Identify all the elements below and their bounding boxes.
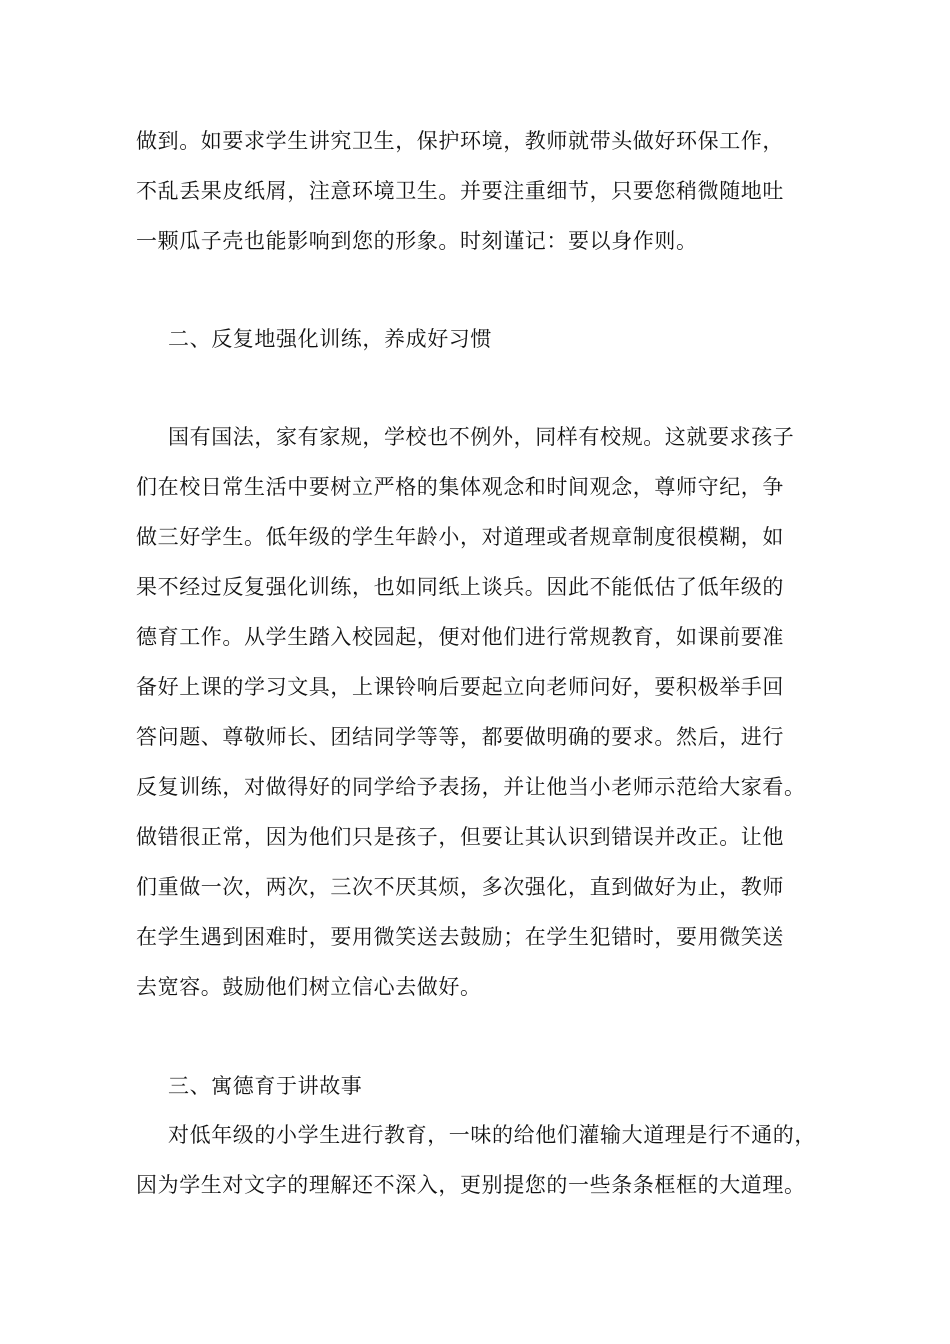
paragraph-2-line-5: 德育工作。从学生踏入校园起，便对他们进行常规教育，如课前要准 [136,625,784,649]
paragraph-2-line-11: 在学生遇到困难时，要用微笑送去鼓励；在学生犯错时，要用微笑送 [136,925,784,949]
section-heading-2: 二、反复地强化训练，养成好习惯 [168,327,492,351]
paragraph-2-line-6: 备好上课的学习文具，上课铃响后要起立向老师问好，要积极举手回 [136,675,784,699]
paragraph-2-line-3: 做三好学生。低年级的学生年龄小，对道理或者规章制度很模糊，如 [136,525,784,549]
paragraph-2-line-4: 果不经过反复强化训练，也如同纸上谈兵。因此不能低估了低年级的 [136,575,784,599]
paragraph-2-line-12: 去宽容。鼓励他们树立信心去做好。 [136,975,482,999]
paragraph-2-line-7: 答问题、尊敬师长、团结同学等等，都要做明确的要求。然后，进行 [136,725,784,749]
paragraph-2-line-10: 们重做一次，两次，三次不厌其烦，多次强化，直到做好为止，教师 [136,875,784,899]
paragraph-1-line-2: 不乱丢果皮纸屑，注意环境卫生。并要注重细节，只要您稍微随地吐 [136,179,784,203]
paragraph-3-line-2: 因为学生对文字的理解还不深入，更别提您的一些条条框框的大道理。 [136,1173,806,1197]
paragraph-2-line-8: 反复训练，对做得好的同学给予表扬，并让他当小老师示范给大家看。 [136,775,806,799]
paragraph-3-line-1: 对低年级的小学生进行教育，一味的给他们灌输大道理是行不通的， [168,1123,816,1147]
paragraph-1-line-1: 做到。如要求学生讲究卫生，保护环境，教师就带头做好环保工作， [136,129,784,153]
section-heading-3: 三、寓德育于讲故事 [168,1074,363,1098]
paragraph-2-line-9: 做错很正常，因为他们只是孩子，但要让其认识到错误并改正。让他 [136,825,784,849]
paragraph-2-line-1: 国有国法，家有家规，学校也不例外，同样有校规。这就要求孩子 [168,425,795,449]
paragraph-2-line-2: 们在校日常生活中要树立严格的集体观念和时间观念，尊师守纪，争 [136,475,784,499]
paragraph-1-line-3: 一颗瓜子壳也能影响到您的形象。时刻谨记：要以身作则。 [136,229,698,253]
